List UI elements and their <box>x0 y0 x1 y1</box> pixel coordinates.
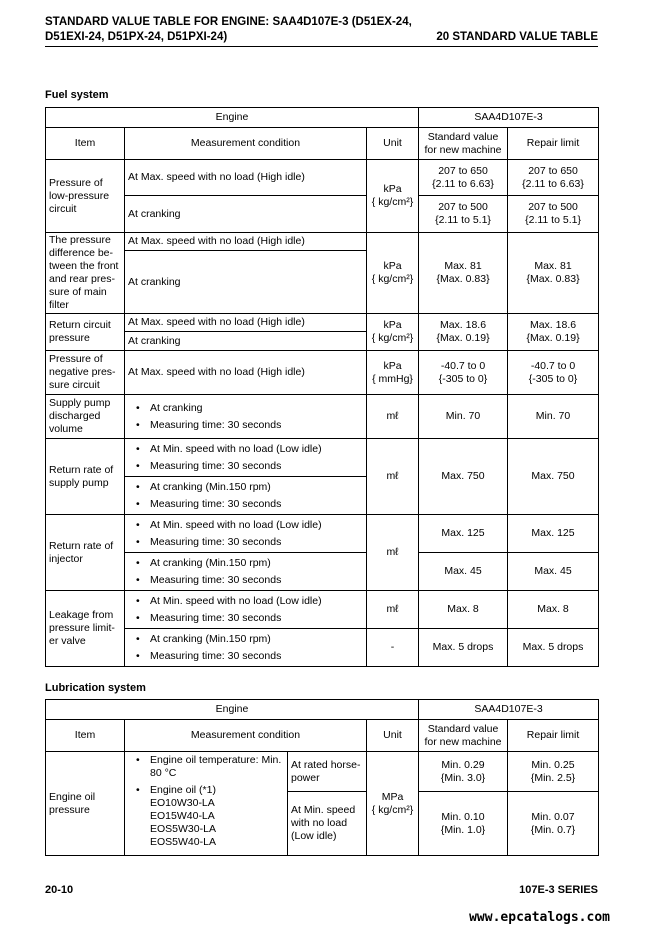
lube-table <box>45 699 599 856</box>
condition-sub-cell: At rated horse-power <box>288 752 367 792</box>
item-cell: Supply pump discharged volume <box>46 395 125 439</box>
col-item: Item <box>46 128 125 160</box>
header-rule <box>45 46 598 47</box>
watermark: www.epcatalogs.com <box>469 910 610 925</box>
table-row <box>46 629 599 667</box>
repair-cell: Min. 70 <box>508 395 599 439</box>
unit-cell: kPa { kg/cm²} <box>367 314 419 351</box>
standard-cell: -40.7 to 0 {-305 to 0} <box>419 351 508 395</box>
item-cell: Pressure of negative pres-sure circuit <box>46 351 125 395</box>
repair-cell: Max. 8 <box>508 591 599 629</box>
condition-cell: • At cranking (Min.150 rpm) • Measuring time: 30 seconds <box>125 553 367 591</box>
standard-cell: 207 to 650 {2.11 to 6.63} <box>419 160 508 196</box>
condition-cell: At Max. speed with no load (High idle) <box>125 160 367 196</box>
item-cell: Engine oil pressure <box>46 752 125 856</box>
condition-cell: • At Min. speed with no load (Low idle) • Measuring time: 30 seconds <box>125 515 367 553</box>
item-cell: Return rate of injector <box>46 515 125 591</box>
repair-cell: 207 to 500 {2.11 to 5.1} <box>508 196 599 233</box>
item-cell: Return circuit pressure <box>46 314 125 351</box>
col-repair: Repair limit <box>508 128 599 160</box>
condition-cell: • At cranking (Min.150 rpm) • Measuring time: 30 seconds <box>125 477 367 515</box>
repair-cell: Min. 0.25 {Min. 2.5} <box>508 752 599 792</box>
section-title: 20 STANDARD VALUE TABLE <box>436 31 598 43</box>
unit-cell: mℓ <box>367 515 419 591</box>
repair-cell: Max. 18.6 {Max. 0.19} <box>508 314 599 351</box>
item-cell: Return rate of supply pump <box>46 439 125 515</box>
col-item: Item <box>46 720 125 752</box>
engine-model: SAA4D107E-3 <box>419 108 599 128</box>
unit-cell: - <box>367 629 419 667</box>
condition-cell: • Engine oil temperature: Min. 80 °C • Engine oil (*1) EO10W30-LA EO15W40-LA EOS5W30-LA EOS5W40-LA <box>125 752 288 856</box>
table-row <box>46 314 599 332</box>
repair-cell: Max. 125 <box>508 515 599 553</box>
standard-cell: Max. 81 {Max. 0.83} <box>419 233 508 314</box>
engine-label: Engine <box>46 700 419 720</box>
unit-cell: kPa { kg/cm²} <box>367 160 419 233</box>
engine-model: SAA4D107E-3 <box>419 700 599 720</box>
item-cell: Leakage from pressure limit-er valve <box>46 591 125 667</box>
standard-cell: Min. 70 <box>419 395 508 439</box>
condition-cell: • At Min. speed with no load (Low idle) • Measuring time: 30 seconds <box>125 591 367 629</box>
condition-cell: At Max. speed with no load (High idle) <box>125 233 367 251</box>
fuel-table <box>45 107 599 667</box>
standard-cell: Min. 0.10 {Min. 1.0} <box>419 792 508 856</box>
item-cell: Pressure of low-pressure circuit <box>46 160 125 233</box>
engine-label: Engine <box>46 108 419 128</box>
condition-cell: At Max. speed with no load (High idle) <box>125 351 367 395</box>
condition-cell: At cranking <box>125 196 367 233</box>
standard-cell: Min. 0.29 {Min. 3.0} <box>419 752 508 792</box>
table-row <box>46 196 599 233</box>
table-row <box>46 439 599 477</box>
unit-cell: kPa { mmHg} <box>367 351 419 395</box>
col-unit: Unit <box>367 128 419 160</box>
repair-cell: Max. 81 {Max. 0.83} <box>508 233 599 314</box>
repair-cell: Max. 5 drops <box>508 629 599 667</box>
standard-cell: Max. 125 <box>419 515 508 553</box>
condition-cell: • At cranking • Measuring time: 30 seconds <box>125 395 367 439</box>
standard-cell: 207 to 500 {2.11 to 5.1} <box>419 196 508 233</box>
col-standard: Standard value for new machine <box>419 720 508 752</box>
page-number: 20-10 <box>45 884 74 896</box>
unit-cell: mℓ <box>367 395 419 439</box>
table-row <box>46 591 599 629</box>
col-condition: Measurement condition <box>125 720 367 752</box>
standard-cell: Max. 45 <box>419 553 508 591</box>
condition-cell: • At Min. speed with no load (Low idle) • Measuring time: 30 seconds <box>125 439 367 477</box>
item-cell: The pressure difference be-tween the front and rear pres-sure of main filter <box>46 233 125 314</box>
repair-cell: Max. 45 <box>508 553 599 591</box>
col-repair: Repair limit <box>508 720 599 752</box>
table-row <box>46 752 599 792</box>
col-unit: Unit <box>367 720 419 752</box>
title-line-2: D51EXI-24, D51PX-24, D51PXI-24) <box>45 31 228 43</box>
col-standard: Standard value for new machine <box>419 128 508 160</box>
table-row <box>46 395 599 439</box>
table-row <box>46 233 599 251</box>
repair-cell: 207 to 650 {2.11 to 6.63} <box>508 160 599 196</box>
unit-cell: mℓ <box>367 439 419 515</box>
col-condition: Measurement condition <box>125 128 367 160</box>
repair-cell: -40.7 to 0 {-305 to 0} <box>508 351 599 395</box>
standard-cell: Max. 5 drops <box>419 629 508 667</box>
condition-cell: At cranking <box>125 251 367 314</box>
condition-cell: • At cranking (Min.150 rpm) • Measuring time: 30 seconds <box>125 629 367 667</box>
fuel-heading: Fuel system <box>45 89 109 101</box>
condition-sub-cell: At Min. speed with no load (Low idle) <box>288 792 367 856</box>
condition-cell: At cranking <box>125 332 367 351</box>
unit-cell: kPa { kg/cm²} <box>367 233 419 314</box>
title-line-1: STANDARD VALUE TABLE FOR ENGINE: SAA4D107E-3 (D51EX-24, <box>45 16 412 28</box>
page-title <box>45 15 425 45</box>
standard-cell: Max. 18.6 {Max. 0.19} <box>419 314 508 351</box>
unit-cell: mℓ <box>367 591 419 629</box>
table-row <box>46 515 599 553</box>
standard-cell: Max. 750 <box>419 439 508 515</box>
series-label: 107E-3 SERIES <box>519 884 598 896</box>
table-row <box>46 553 599 591</box>
table-row <box>46 351 599 395</box>
repair-cell: Min. 0.07 {Min. 0.7} <box>508 792 599 856</box>
condition-cell: At Max. speed with no load (High idle) <box>125 314 367 332</box>
repair-cell: Max. 750 <box>508 439 599 515</box>
standard-cell: Max. 8 <box>419 591 508 629</box>
lube-heading: Lubrication system <box>45 682 146 694</box>
unit-cell: MPa { kg/cm²} <box>367 752 419 856</box>
table-row <box>46 160 599 196</box>
